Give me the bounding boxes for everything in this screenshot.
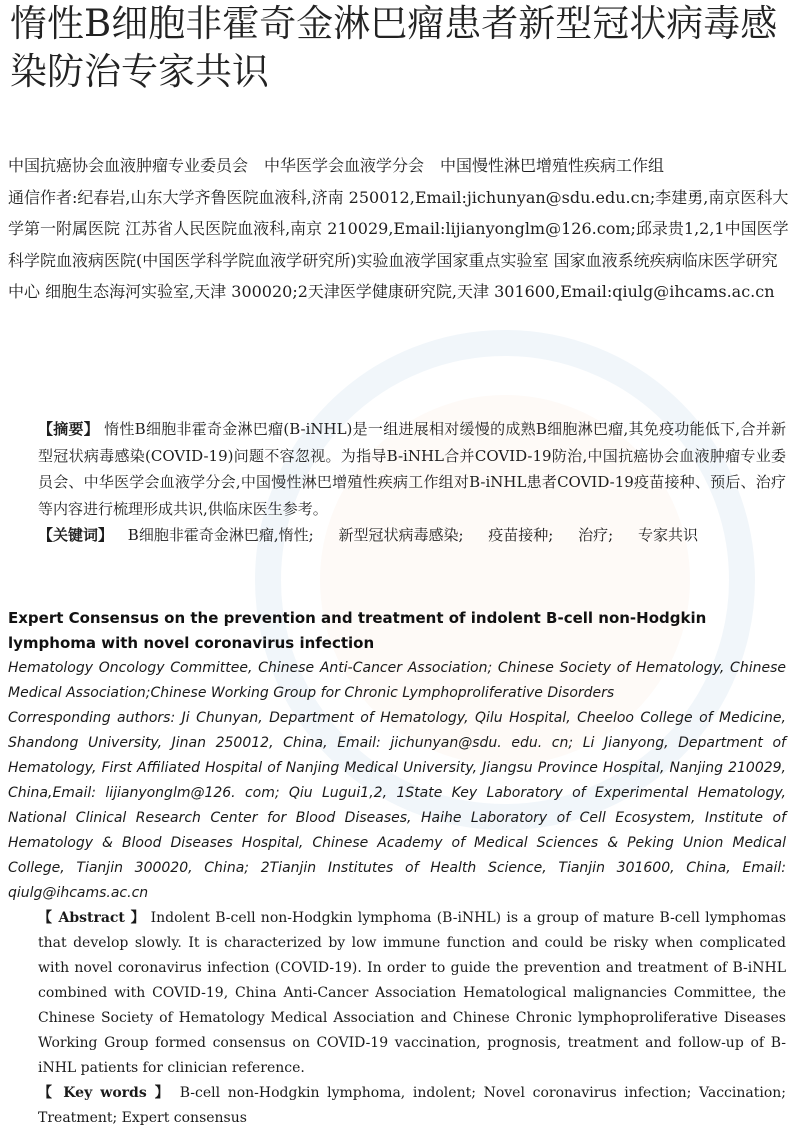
chinese-abstract-text: 惰性B细胞非霍奇金淋巴瘤(B-iNHL)是一组进展相对缓慢的成熟B细胞淋巴瘤,其免疫功能低下,合并新型冠状病毒感染(COVID-19)问题不容忽视。为指导B-iNHL合并COVID-19防治,中国抗癌协会血液肿瘤专业委员会、中华医学会血液学分会,中国慢性淋巴增殖性疾病工作组对B-iNHL患者COVID-19疫苗接种、预后、治疗等内容进行梳理形成共识,供临床医生参考。 <box>38 420 786 518</box>
chinese-organizations: 中国抗癌协会血液肿瘤专业委员会 中华医学会血液学分会 中国慢性淋巴增殖性疾病工作组 <box>8 156 665 175</box>
chinese-abstract-label: 【摘要】 <box>38 420 100 438</box>
chinese-keyword: 治疗; <box>578 526 614 544</box>
english-keywords-label: 【 Key words 】 <box>38 1085 173 1101</box>
chinese-keyword: 新型冠状病毒感染; <box>338 526 464 544</box>
english-affiliations <box>8 656 786 906</box>
english-abstract-label: 【 Abstract 】 <box>38 910 146 926</box>
chinese-keyword: 疫苗接种; <box>488 526 554 544</box>
chinese-abstract-section <box>8 416 786 549</box>
chinese-keyword: 专家共识 <box>637 526 698 544</box>
english-abstract-text: Indolent B-cell non-Hodgkin lymphoma (B-iNHL) is a group of mature B-cell lymphomas that develop slowly. It is characterized by low immune function and could be risky when complicated with novel coronavirus infection (COVID-19). In order to guide the prevention and treatment of B-iNHL combined with COVID-19, China Anti-Cancer Association Hematological malignancies Committee, the Chinese Society of Hematology Medical Association and Chinese Chronic lymphoproliferative Diseases Working Group formed consensus on COVID-19 vaccination, prognosis, treatment and follow-up of B-iNHL patients for clinician reference. <box>38 910 787 1076</box>
english-keywords <box>8 1081 786 1131</box>
chinese-keyword: B细胞非霍奇金淋巴瘤,惰性; <box>127 526 314 544</box>
chinese-corresponding-authors: 通信作者:纪春岩,山东大学齐鲁医院血液科,济南 250012,Email:jichunyan@sdu.edu.cn;李建勇,南京医科大学第一附属医院 江苏省人民医院血液科,南京 210029,Email:lijianyonglm@126.com;邱录贵1,2,1中国医学科学院血液病医院(中国医学科学院血液学研究所)实验血液学国家重点实验室 国家血液系统疾病临床医学研究中心 细胞生态海河实验室,天津 300020;2天津医学健康研究院,天津 301600,Email:qiulg@ihcams.ac.cn <box>8 187 789 301</box>
chinese-abstract <box>8 416 786 522</box>
english-title: Expert Consensus on the prevention and treatment of indolent B-cell non-Hodgkin lymphoma with novel coronavirus infection <box>8 609 707 652</box>
chinese-affiliations <box>8 150 793 308</box>
english-abstract <box>8 906 786 1081</box>
english-keywords-text: B-cell non-Hodgkin lymphoma, indolent; Novel coronavirus infection; Vaccination; Treatment; Expert consensus <box>38 1085 786 1126</box>
chinese-title: 惰性B细胞非霍奇金淋巴瘤患者新型冠状病毒感染防治专家共识 <box>10 2 778 93</box>
chinese-keywords <box>8 522 786 549</box>
english-organizations: Hematology Oncology Committee, Chinese Anti-Cancer Association; Chinese Society of Hematology, Chinese Medical Association;Chinese Working Group for Chronic Lymphoproliferative Disorders <box>8 660 786 701</box>
english-abstract-section <box>8 906 786 1131</box>
english-corresponding-authors: Corresponding authors: Ji Chunyan, Department of Hematology, Qilu Hospital, Cheeloo College of Medicine, Shandong University, Jinan 250012, China, Email: jichunyan@sdu. edu. cn; Li Jianyong, Department of Hematology, First Affiliated Hospital of Nanjing Medical University, Jiangsu Province Hospital, Nanjing 210029, China,Email: lijianyonglm@126. com; Qiu Lugui1,2, 1State Key Laboratory of Experimental Hematology, National Clinical Research Center for Blood Diseases, Haihe Laboratory of Cell Ecosystem, Institute of Hematology & Blood Diseases Hospital, Chinese Academy of Medical Sciences & Peking Union Medical College, Tianjin 300020, China; 2Tianjin Institutes of Health Science, Tianjin 301600, China, Email: qiulg@ihcams.ac.cn <box>8 710 786 901</box>
chinese-keywords-label: 【关键词】 <box>38 526 114 544</box>
